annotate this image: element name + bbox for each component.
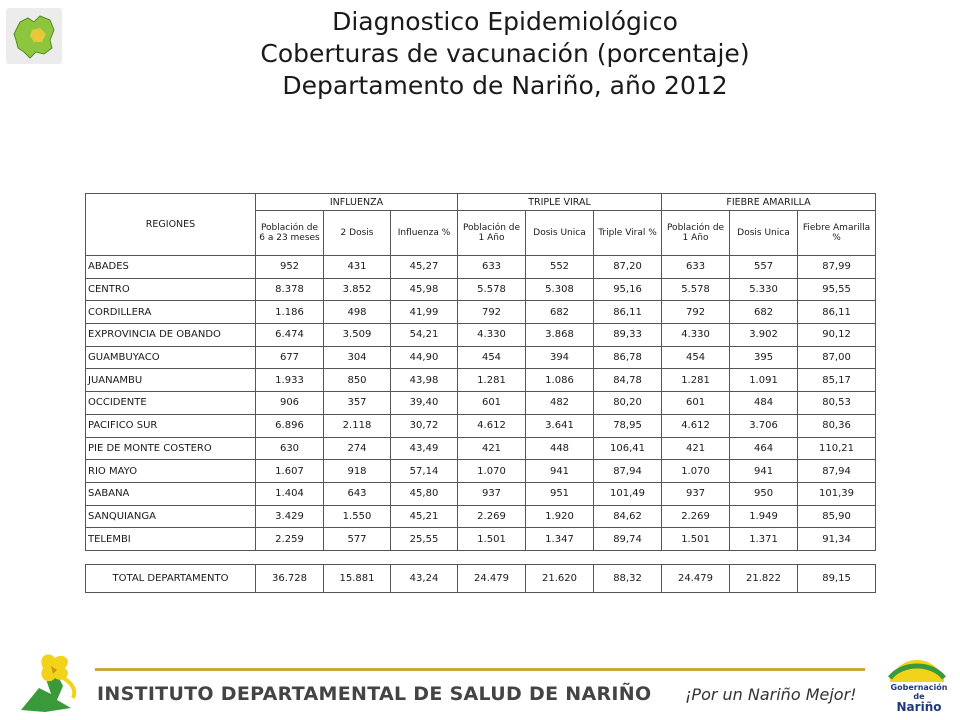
slide-title	[90, 6, 920, 102]
value-cell: 5.578	[458, 278, 526, 301]
region-cell: CENTRO	[86, 278, 256, 301]
value-cell: 1.347	[526, 528, 594, 551]
value-cell: 577	[324, 528, 391, 551]
value-cell: 45,27	[391, 256, 458, 279]
value-cell: 1.371	[730, 528, 798, 551]
value-cell: 39,40	[391, 392, 458, 415]
value-cell: 6.474	[256, 324, 324, 347]
value-cell: 24.479	[662, 564, 730, 592]
value-cell: 950	[730, 482, 798, 505]
value-cell: 84,62	[594, 505, 662, 528]
value-cell: 633	[662, 256, 730, 279]
value-cell: 2.269	[662, 505, 730, 528]
separator-cell	[86, 550, 876, 564]
col-header-2-dosis: 2 Dosis	[324, 211, 391, 256]
table-row	[86, 414, 876, 437]
table-row	[86, 369, 876, 392]
slogan: ¡Por un Nariño Mejor!	[685, 685, 857, 704]
value-cell: 1.281	[662, 369, 730, 392]
region-cell: TOTAL DEPARTAMENTO	[86, 564, 256, 592]
value-cell: 274	[324, 437, 391, 460]
map-icon	[6, 8, 62, 64]
value-cell: 3.509	[324, 324, 391, 347]
value-cell: 2.118	[324, 414, 391, 437]
group-header-fiebre-amarilla: FIEBRE AMARILLA	[662, 194, 876, 211]
gov-logo-line2: Nariño	[896, 700, 942, 714]
group-header-influenza: INFLUENZA	[256, 194, 458, 211]
title-line-1: Diagnostico Epidemiológico	[332, 7, 678, 36]
value-cell: 906	[256, 392, 324, 415]
value-cell: 454	[458, 346, 526, 369]
value-cell: 1.607	[256, 460, 324, 483]
value-cell: 557	[730, 256, 798, 279]
value-cell: 3.868	[526, 324, 594, 347]
col-header-poblacion-1-ano: Población de 1 Año	[662, 211, 730, 256]
value-cell: 395	[730, 346, 798, 369]
col-header-poblacion-6-23: Población de 6 a 23 meses	[256, 211, 324, 256]
vaccination-coverage-table	[85, 193, 876, 593]
group-header-triple-viral: TRIPLE VIRAL	[458, 194, 662, 211]
value-cell: 30,72	[391, 414, 458, 437]
value-cell: 1.949	[730, 505, 798, 528]
institute-name: INSTITUTO DEPARTAMENTAL DE SALUD DE NARIÑO	[97, 683, 652, 705]
value-cell: 44,90	[391, 346, 458, 369]
value-cell: 682	[730, 301, 798, 324]
value-cell: 2.269	[458, 505, 526, 528]
value-cell: 95,55	[798, 278, 876, 301]
value-cell: 918	[324, 460, 391, 483]
value-cell: 304	[324, 346, 391, 369]
table-row	[86, 256, 876, 279]
value-cell: 448	[526, 437, 594, 460]
value-cell: 1.933	[256, 369, 324, 392]
value-cell: 482	[526, 392, 594, 415]
value-cell: 106,41	[594, 437, 662, 460]
table-body	[86, 256, 876, 593]
value-cell: 677	[256, 346, 324, 369]
region-cell: JUANAMBU	[86, 369, 256, 392]
value-cell: 4.612	[458, 414, 526, 437]
value-cell: 552	[526, 256, 594, 279]
value-cell: 45,21	[391, 505, 458, 528]
value-cell: 357	[324, 392, 391, 415]
value-cell: 54,21	[391, 324, 458, 347]
region-cell: TELEMBI	[86, 528, 256, 551]
value-cell: 110,21	[798, 437, 876, 460]
value-cell: 937	[458, 482, 526, 505]
value-cell: 1.091	[730, 369, 798, 392]
value-cell: 1.550	[324, 505, 391, 528]
table-row	[86, 324, 876, 347]
value-cell: 633	[458, 256, 526, 279]
value-cell: 1.070	[662, 460, 730, 483]
value-cell: 85,90	[798, 505, 876, 528]
title-line-2: Coberturas de vacunación (porcentaje)	[260, 39, 750, 68]
value-cell: 1.501	[458, 528, 526, 551]
value-cell: 421	[662, 437, 730, 460]
value-cell: 3.429	[256, 505, 324, 528]
table-row	[86, 346, 876, 369]
value-cell: 87,94	[798, 460, 876, 483]
region-cell: RIO MAYO	[86, 460, 256, 483]
value-cell: 454	[662, 346, 730, 369]
region-cell: SANQUIANGA	[86, 505, 256, 528]
value-cell: 1.501	[662, 528, 730, 551]
value-cell: 4.330	[662, 324, 730, 347]
value-cell: 643	[324, 482, 391, 505]
value-cell: 84,78	[594, 369, 662, 392]
value-cell: 2.259	[256, 528, 324, 551]
value-cell: 464	[730, 437, 798, 460]
value-cell: 43,24	[391, 564, 458, 592]
table-row	[86, 482, 876, 505]
value-cell: 682	[526, 301, 594, 324]
table-row	[86, 278, 876, 301]
value-cell: 3.852	[324, 278, 391, 301]
table-row	[86, 437, 876, 460]
table-row	[86, 528, 876, 551]
group-header-row	[86, 194, 876, 211]
value-cell: 4.330	[458, 324, 526, 347]
gobernacion-logo-text	[889, 683, 949, 714]
value-cell: 4.612	[662, 414, 730, 437]
value-cell: 87,20	[594, 256, 662, 279]
value-cell: 86,78	[594, 346, 662, 369]
col-header-influenza-pct: Influenza %	[391, 211, 458, 256]
value-cell: 88,32	[594, 564, 662, 592]
footer-divider	[95, 668, 865, 671]
value-cell: 89,74	[594, 528, 662, 551]
value-cell: 1.920	[526, 505, 594, 528]
region-cell: GUAMBUYACO	[86, 346, 256, 369]
value-cell: 45,80	[391, 482, 458, 505]
value-cell: 86,11	[594, 301, 662, 324]
table-row	[86, 460, 876, 483]
value-cell: 601	[458, 392, 526, 415]
value-cell: 89,15	[798, 564, 876, 592]
value-cell: 86,11	[798, 301, 876, 324]
value-cell: 1.086	[526, 369, 594, 392]
value-cell: 630	[256, 437, 324, 460]
col-header-poblacion-1-ano: Población de 1 Año	[458, 211, 526, 256]
region-cell: CORDILLERA	[86, 301, 256, 324]
value-cell: 5.330	[730, 278, 798, 301]
value-cell: 421	[458, 437, 526, 460]
value-cell: 1.404	[256, 482, 324, 505]
value-cell: 80,53	[798, 392, 876, 415]
region-cell: OCCIDENTE	[86, 392, 256, 415]
value-cell: 101,39	[798, 482, 876, 505]
value-cell: 87,94	[594, 460, 662, 483]
title-line-3: Departamento de Nariño, año 2012	[282, 71, 728, 100]
col-header-triple-viral-pct: Triple Viral %	[594, 211, 662, 256]
value-cell: 1.186	[256, 301, 324, 324]
narino-map-logo	[6, 8, 62, 64]
gov-logo-line1: Gobernación de	[890, 683, 948, 701]
value-cell: 57,14	[391, 460, 458, 483]
value-cell: 941	[730, 460, 798, 483]
value-cell: 431	[324, 256, 391, 279]
separator-row	[86, 550, 876, 564]
value-cell: 89,33	[594, 324, 662, 347]
value-cell: 25,55	[391, 528, 458, 551]
value-cell: 36.728	[256, 564, 324, 592]
value-cell: 951	[526, 482, 594, 505]
value-cell: 90,12	[798, 324, 876, 347]
value-cell: 8.378	[256, 278, 324, 301]
value-cell: 601	[662, 392, 730, 415]
value-cell: 45,98	[391, 278, 458, 301]
value-cell: 85,17	[798, 369, 876, 392]
value-cell: 21.620	[526, 564, 594, 592]
value-cell: 792	[662, 301, 730, 324]
value-cell: 952	[256, 256, 324, 279]
value-cell: 21.822	[730, 564, 798, 592]
region-cell: EXPROVINCIA DE OBANDO	[86, 324, 256, 347]
value-cell: 80,20	[594, 392, 662, 415]
region-cell: ABADES	[86, 256, 256, 279]
value-cell: 484	[730, 392, 798, 415]
value-cell: 78,95	[594, 414, 662, 437]
value-cell: 850	[324, 369, 391, 392]
value-cell: 24.479	[458, 564, 526, 592]
col-header-fiebre-amarilla-pct: Fiebre Amarilla %	[798, 211, 876, 256]
value-cell: 937	[662, 482, 730, 505]
value-cell: 941	[526, 460, 594, 483]
value-cell: 5.578	[662, 278, 730, 301]
region-cell: SABANA	[86, 482, 256, 505]
value-cell: 95,16	[594, 278, 662, 301]
value-cell: 3.902	[730, 324, 798, 347]
value-cell: 5.308	[526, 278, 594, 301]
table-row	[86, 301, 876, 324]
col-header-dosis-unica: Dosis Unica	[730, 211, 798, 256]
value-cell: 394	[526, 346, 594, 369]
value-cell: 101,49	[594, 482, 662, 505]
value-cell: 792	[458, 301, 526, 324]
value-cell: 87,99	[798, 256, 876, 279]
value-cell: 1.070	[458, 460, 526, 483]
regions-header: REGIONES	[86, 194, 256, 256]
region-cell: PIE DE MONTE COSTERO	[86, 437, 256, 460]
value-cell: 15.881	[324, 564, 391, 592]
value-cell: 87,00	[798, 346, 876, 369]
value-cell: 43,98	[391, 369, 458, 392]
table-row	[86, 505, 876, 528]
value-cell: 3.641	[526, 414, 594, 437]
value-cell: 80,36	[798, 414, 876, 437]
value-cell: 6.896	[256, 414, 324, 437]
region-cell: PACIFICO SUR	[86, 414, 256, 437]
value-cell: 3.706	[730, 414, 798, 437]
flower-logo-icon	[15, 648, 87, 714]
value-cell: 498	[324, 301, 391, 324]
value-cell: 91,34	[798, 528, 876, 551]
value-cell: 1.281	[458, 369, 526, 392]
total-row	[86, 564, 876, 592]
table-row	[86, 392, 876, 415]
value-cell: 43,49	[391, 437, 458, 460]
value-cell: 41,99	[391, 301, 458, 324]
col-header-dosis-unica: Dosis Unica	[526, 211, 594, 256]
